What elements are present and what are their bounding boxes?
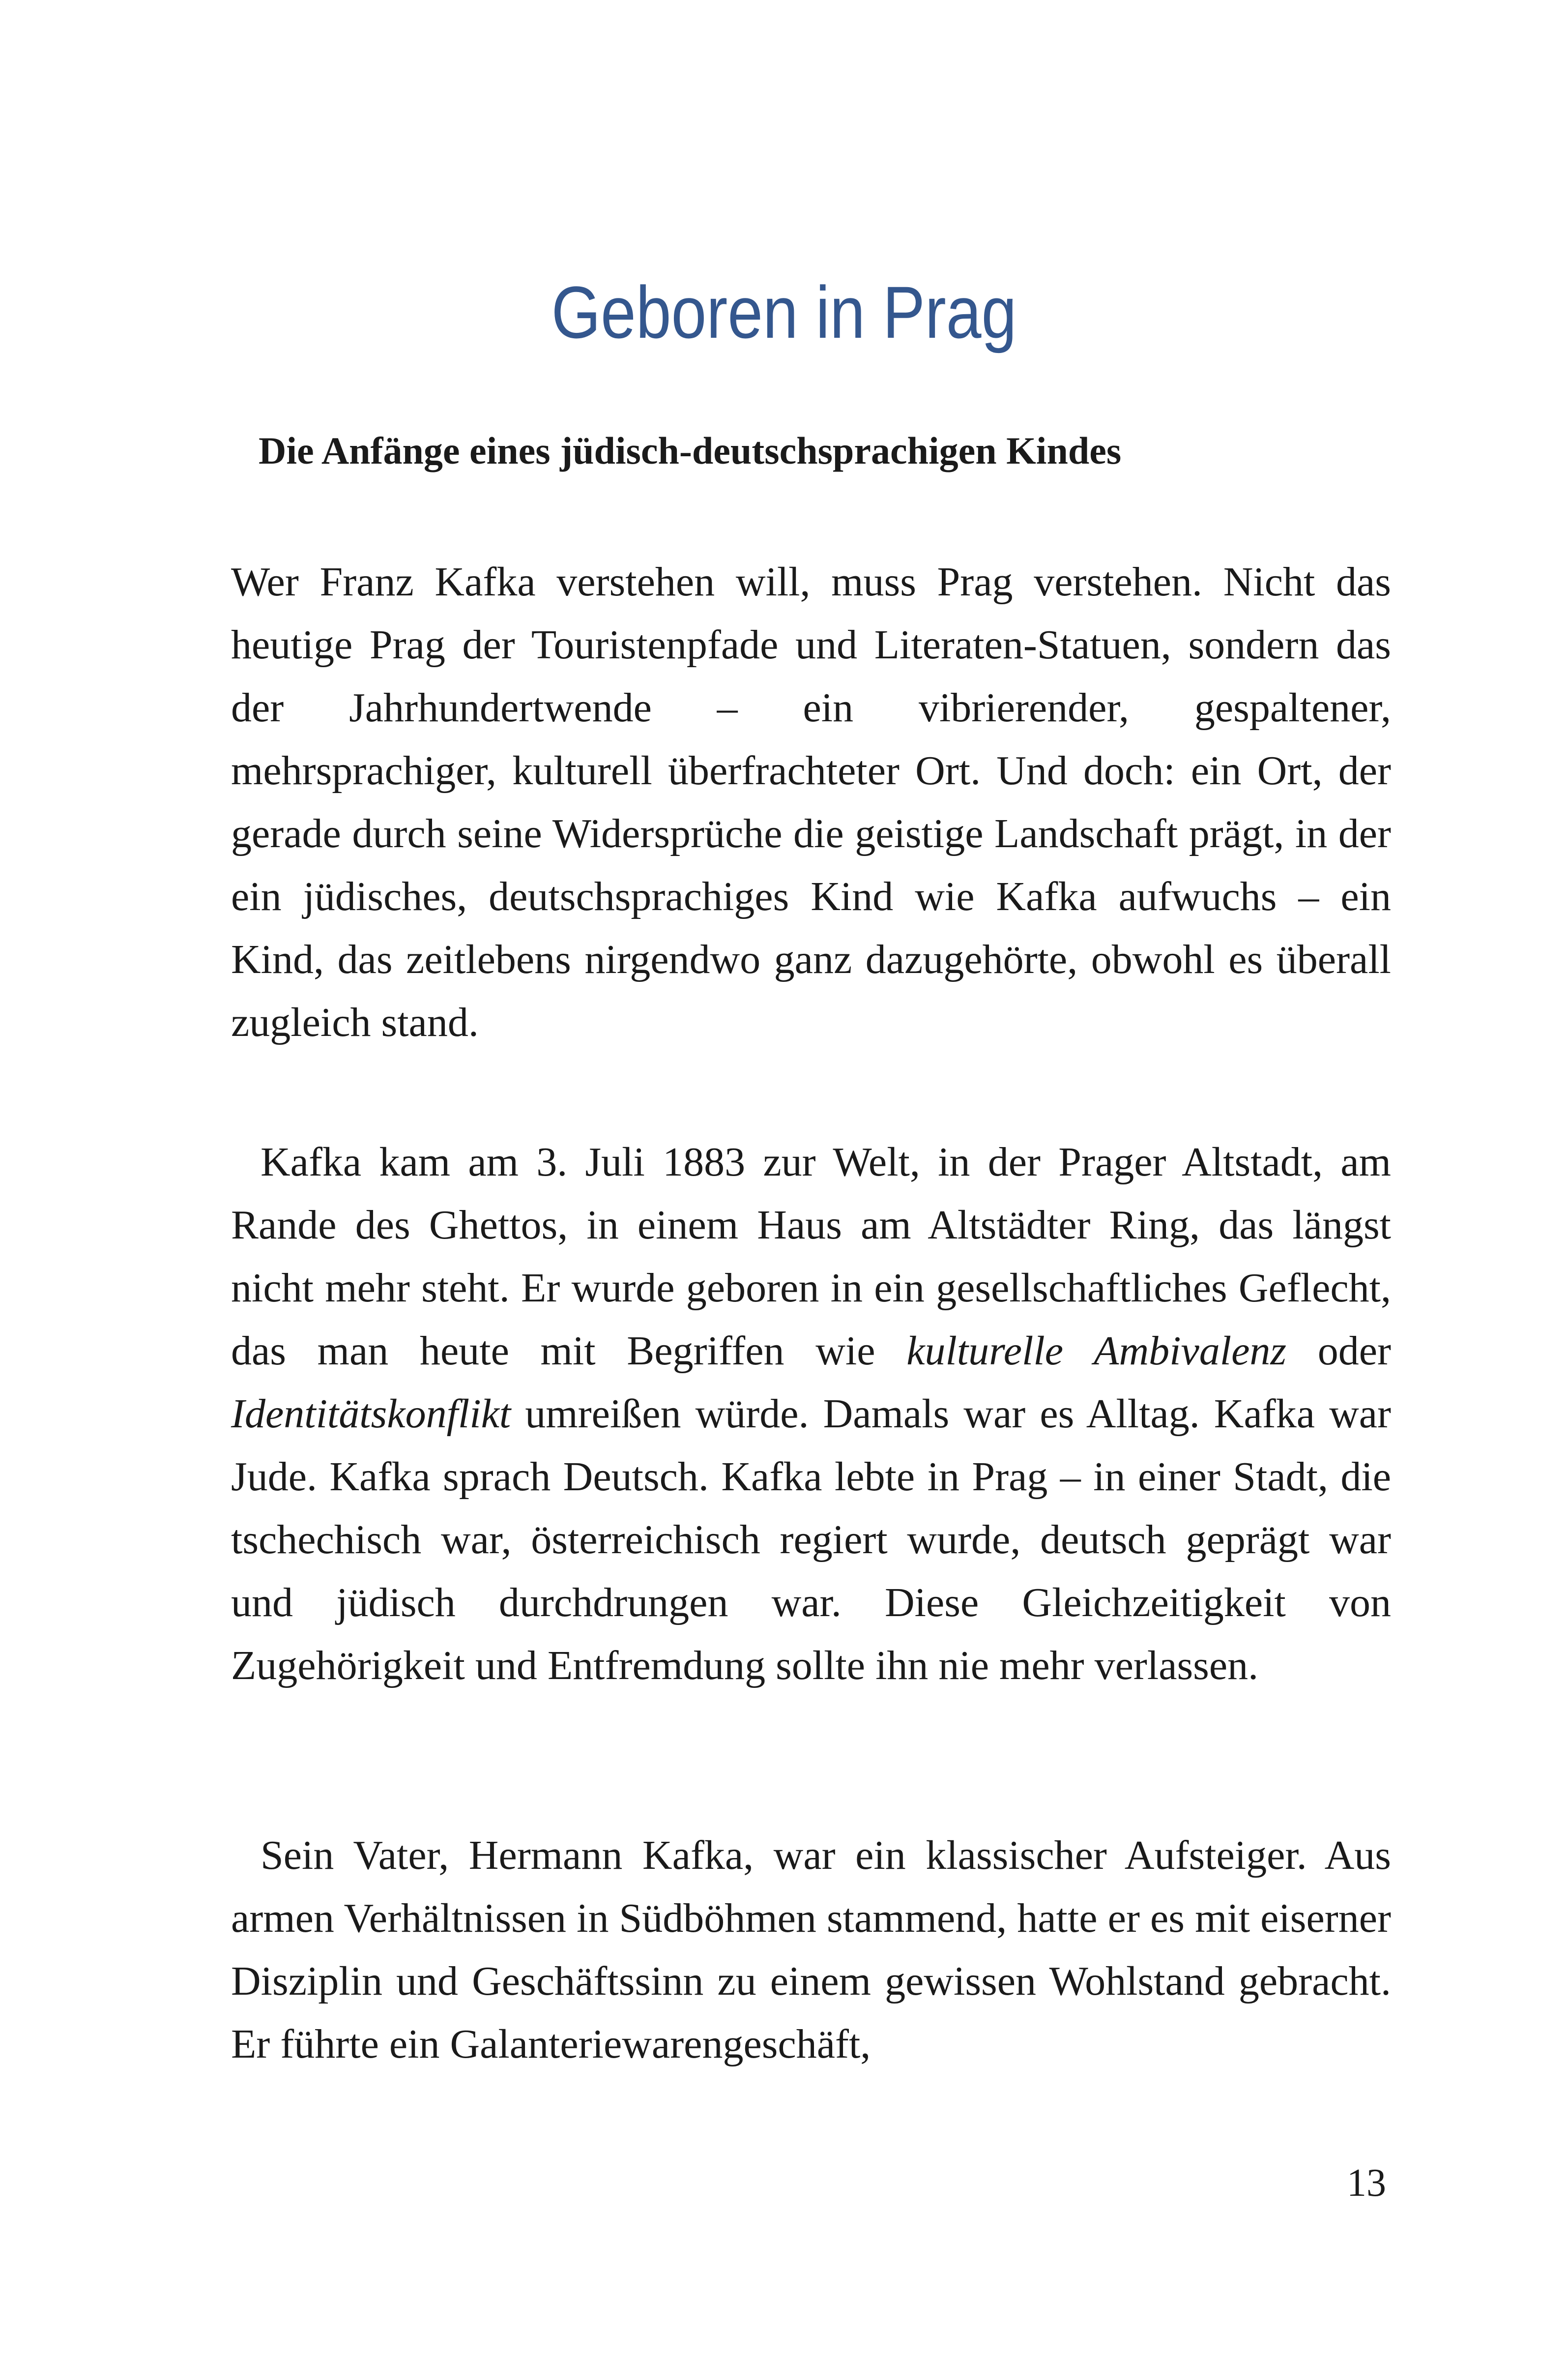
- italic-term-ambivalenz: kulturelle Ambivalenz: [906, 1328, 1287, 1374]
- chapter-subtitle: Die Anfänge eines jüdisch-deutschsprachigen Kindes: [259, 429, 1122, 472]
- paragraph-3: Sein Vater, Hermann Kafka, war ein klassischer Aufsteiger. Aus armen Verhältnissen in Südböhmen stammend, hatte er es mit eiserner Disziplin und Geschäftssinn zu einem gewissen Wohlstand gebracht. Er führte ein Galanteriewarengeschäft,: [231, 1832, 1391, 2067]
- paragraph-2-text-start: Kafka kam am 3. Juli 1883 zur Welt, in der Prager Altstadt, am Rande des Ghettos, in einem Haus am Altstädter Ring, das längst nicht mehr steht. Er wurde geboren in ein gesellschaftliches Geflecht, das man heute mit Begriffen wie: [231, 1139, 1391, 1374]
- paragraph-2-text-middle: oder: [1286, 1328, 1391, 1374]
- paragraph-2-text-end: umreißen würde. Damals war es Alltag. Kafka war Jude. Kafka sprach Deutsch. Kafka lebte in Prag – in einer Stadt, die tschechisch war, österreichisch regiert wurde, deutsch geprägt war und jüdisch durchdrungen war. Diese Gleichzeitigkeit von Zugehörigkeit und Entfremdung sollte ihn nie mehr verlassen.: [231, 1391, 1391, 1688]
- paragraph-1: Wer Franz Kafka verstehen will, muss Prag verstehen. Nicht das heutige Prag der Touristenpfade und Literaten-Statuen, sondern das der Jahrhundertwende – ein vibrierender, gespaltener, mehrsprachiger, kulturell überfrachteter Ort. Und doch: ein Ort, der gerade durch seine Widersprüche die geistige Landschaft prägt, in der ein jüdisches, deutschsprachiges Kind wie Kafka aufwuchs – ein Kind, das zeitlebens nirgendwo ganz dazugehörte, obwohl es überall zugleich stand.: [231, 559, 1391, 1045]
- italic-term-identitaetskonflikt: Identitätskonflikt: [231, 1391, 511, 1437]
- page-number: 13: [1347, 2161, 1386, 2205]
- paragraph-2: [231, 1131, 1391, 1697]
- chapter-title: Geboren in Prag: [551, 271, 1017, 354]
